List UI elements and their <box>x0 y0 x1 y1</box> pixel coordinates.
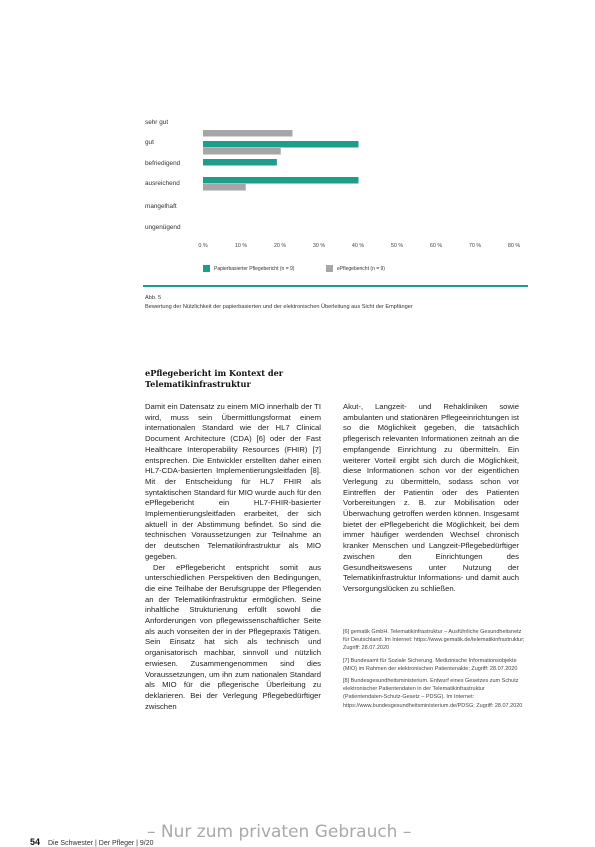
page-footer <box>30 837 154 847</box>
figure-caption-text: Bewertung der Nützlichkeit der papierbasierten und der elektronischen Überleitung aus Sicht der Empfänger <box>145 303 413 310</box>
bar-epflegebericht <box>203 184 246 191</box>
page-number: 54 <box>30 837 41 847</box>
body-paragraph: Der ePflegebericht entspricht somit aus unterschiedlichen Perspektiven den Bedingungen, die eine Teilhabe der Berufsgruppe der Pflegenden an der Telematikinfrastruktur ermöglichen. Seine inhaltliche Strukturierung erfüllt sowohl die Anforderungen von pflegewissenschaftlicher Seite als auch vonseiten der in der Pflegepraxis Tätigen. Sein Einsatz hat sich als technisch und organisatorisch machbar, sinnvoll und nützlich erwiesen. Zusammengenommen sind dies Voraussetzungen, um ihn zum nationalen Standard als MIO für die pflegerische Überleitung zu deklarieren. Bei der Verlegung Pflegebedürftiger zwischen <box>145 562 321 711</box>
category-label: ungenügend <box>145 224 181 231</box>
legend-item-paper <box>203 265 294 272</box>
bar-epflegebericht <box>203 148 281 155</box>
legend-item-epflegebericht <box>326 265 385 272</box>
watermark: – Nur zum privaten Gebrauch – <box>147 822 412 842</box>
body-paragraph: Damit ein Datensatz zu einem MIO innerhalb der TI wird, muss sein Übermittlungsformat einem internationalen Standard wie der HL7 Clinical Document Architecture (CDA) [6] oder der Fast Healthcare Interoperability Resources (FHIR) [7] entsprechen. Die Entwickler erstellten daher einen HL7-CDA-basierten Implementierungsleitfaden [8]. Mit der Entscheidung für HL7 FHIR als syntaktischen Standard für MIO wurde auch für den ePflegebericht ein HL7-FHIR-basierter Implementierungsleitfaden erarbeitet, der sich aktuell in der Abstimmung befindet. So sind die technischen Voraussetzungen zur Teilnahme an der deutschen Telematikinfrastruktur als MIO gegeben. <box>145 402 321 561</box>
x-tick-label: 70 % <box>468 243 482 249</box>
figure-number: Abb. 5 <box>145 295 162 301</box>
x-tick-label: 10 % <box>234 243 248 249</box>
x-tick-label: 60 % <box>429 243 443 249</box>
body-column-right <box>343 402 519 595</box>
x-tick-label: 0 % <box>198 243 208 249</box>
x-tick-label: 50 % <box>390 243 404 249</box>
section-heading: ePflegebericht im Kontext der Telematikinfrastruktur <box>145 368 284 389</box>
bar-epflegebericht <box>203 130 292 137</box>
category-label: ausreichend <box>145 180 180 187</box>
x-tick-label: 30 % <box>312 243 326 249</box>
category-label: gut <box>145 139 154 146</box>
bar-paper <box>203 159 277 166</box>
category-label: sehr gut <box>145 119 169 126</box>
journal-name: Die Schwester | Der Pfleger | 9/20 <box>47 840 154 847</box>
figure-divider <box>143 285 528 287</box>
legend-swatch-epflegebericht <box>326 265 333 272</box>
x-tick-label: 80 % <box>507 243 521 249</box>
bar-paper <box>203 141 359 148</box>
legend-label: Papierbasierter Pflegebericht (n = 9) <box>214 265 295 272</box>
body-paragraph: Akut-, Langzeit- und Rehakliniken sowie ambulanten und stationären Pflegeeinrichtungen ist so die Möglichkeit gegeben, die tatsächlich pflegerisch relevanten Informationen zeitnah an die empfangende Einrichtung zu übermitteln. Ein weiterer Vorteil ergibt sich durch die Möglichkeit, diese Informationen schon vor der eigentlichen Verlegung zu übermitteln, sodass schon vor Eintreffen der Patientin oder des Patienten Vorbereitungen z. B. zur Mobilisation oder Überwachung getroffen werden können. Insgesamt bietet der ePflegebericht die Möglichkeit, bei dem immer häufiger werdenden Wechsel chronisch kranker Menschen und Langzeit-Pflegebedürftiger zwischen den Einrichtungen des Gesundheitswesens unter Nutzung der Telematikinfrastruktur Informations- und damit auch Versorgungslücken zu schließen. <box>343 402 519 593</box>
legend-swatch-paper <box>203 265 210 272</box>
bar-chart <box>0 0 595 300</box>
category-label: mangelhaft <box>145 203 177 210</box>
reference-item: [6] gematik GmbH. Telematikinfrastruktur – Ausführliche Gesundheitsnetz für Deutschland. Im Internet: https://www.gematik.de/telematikinfrastruktur; Zugriff: 28.07.2020 <box>343 629 525 652</box>
legend-label: ePflegebericht (n = 9) <box>337 265 385 272</box>
x-tick-label: 40 % <box>351 243 365 249</box>
reference-item: [8] Bundesgesundheitsministerium. Entwurf eines Gesetzes zum Schutz elektronischer Patientendaten in der Telematikinfrastruktur (Patientendaten-Schutz-Gesetz – PDSG). Im Internet: https://www.bundesgesundheitsministerium.de/PDSG; Zugriff: 28.07.2020 <box>343 678 523 709</box>
bar-paper <box>203 177 359 184</box>
x-tick-label: 20 % <box>273 243 287 249</box>
reference-list <box>343 628 525 710</box>
body-column-left <box>145 402 321 712</box>
category-label: befriedigend <box>145 160 181 167</box>
figure-caption <box>145 294 535 311</box>
reference-item: [7] Bundesamt für Soziale Sicherung. Medizinische Informationsobjekte (MIO) im Rahmen der elektronischen Patientenakte; Zugriff: 28.07.2020 <box>343 657 518 672</box>
